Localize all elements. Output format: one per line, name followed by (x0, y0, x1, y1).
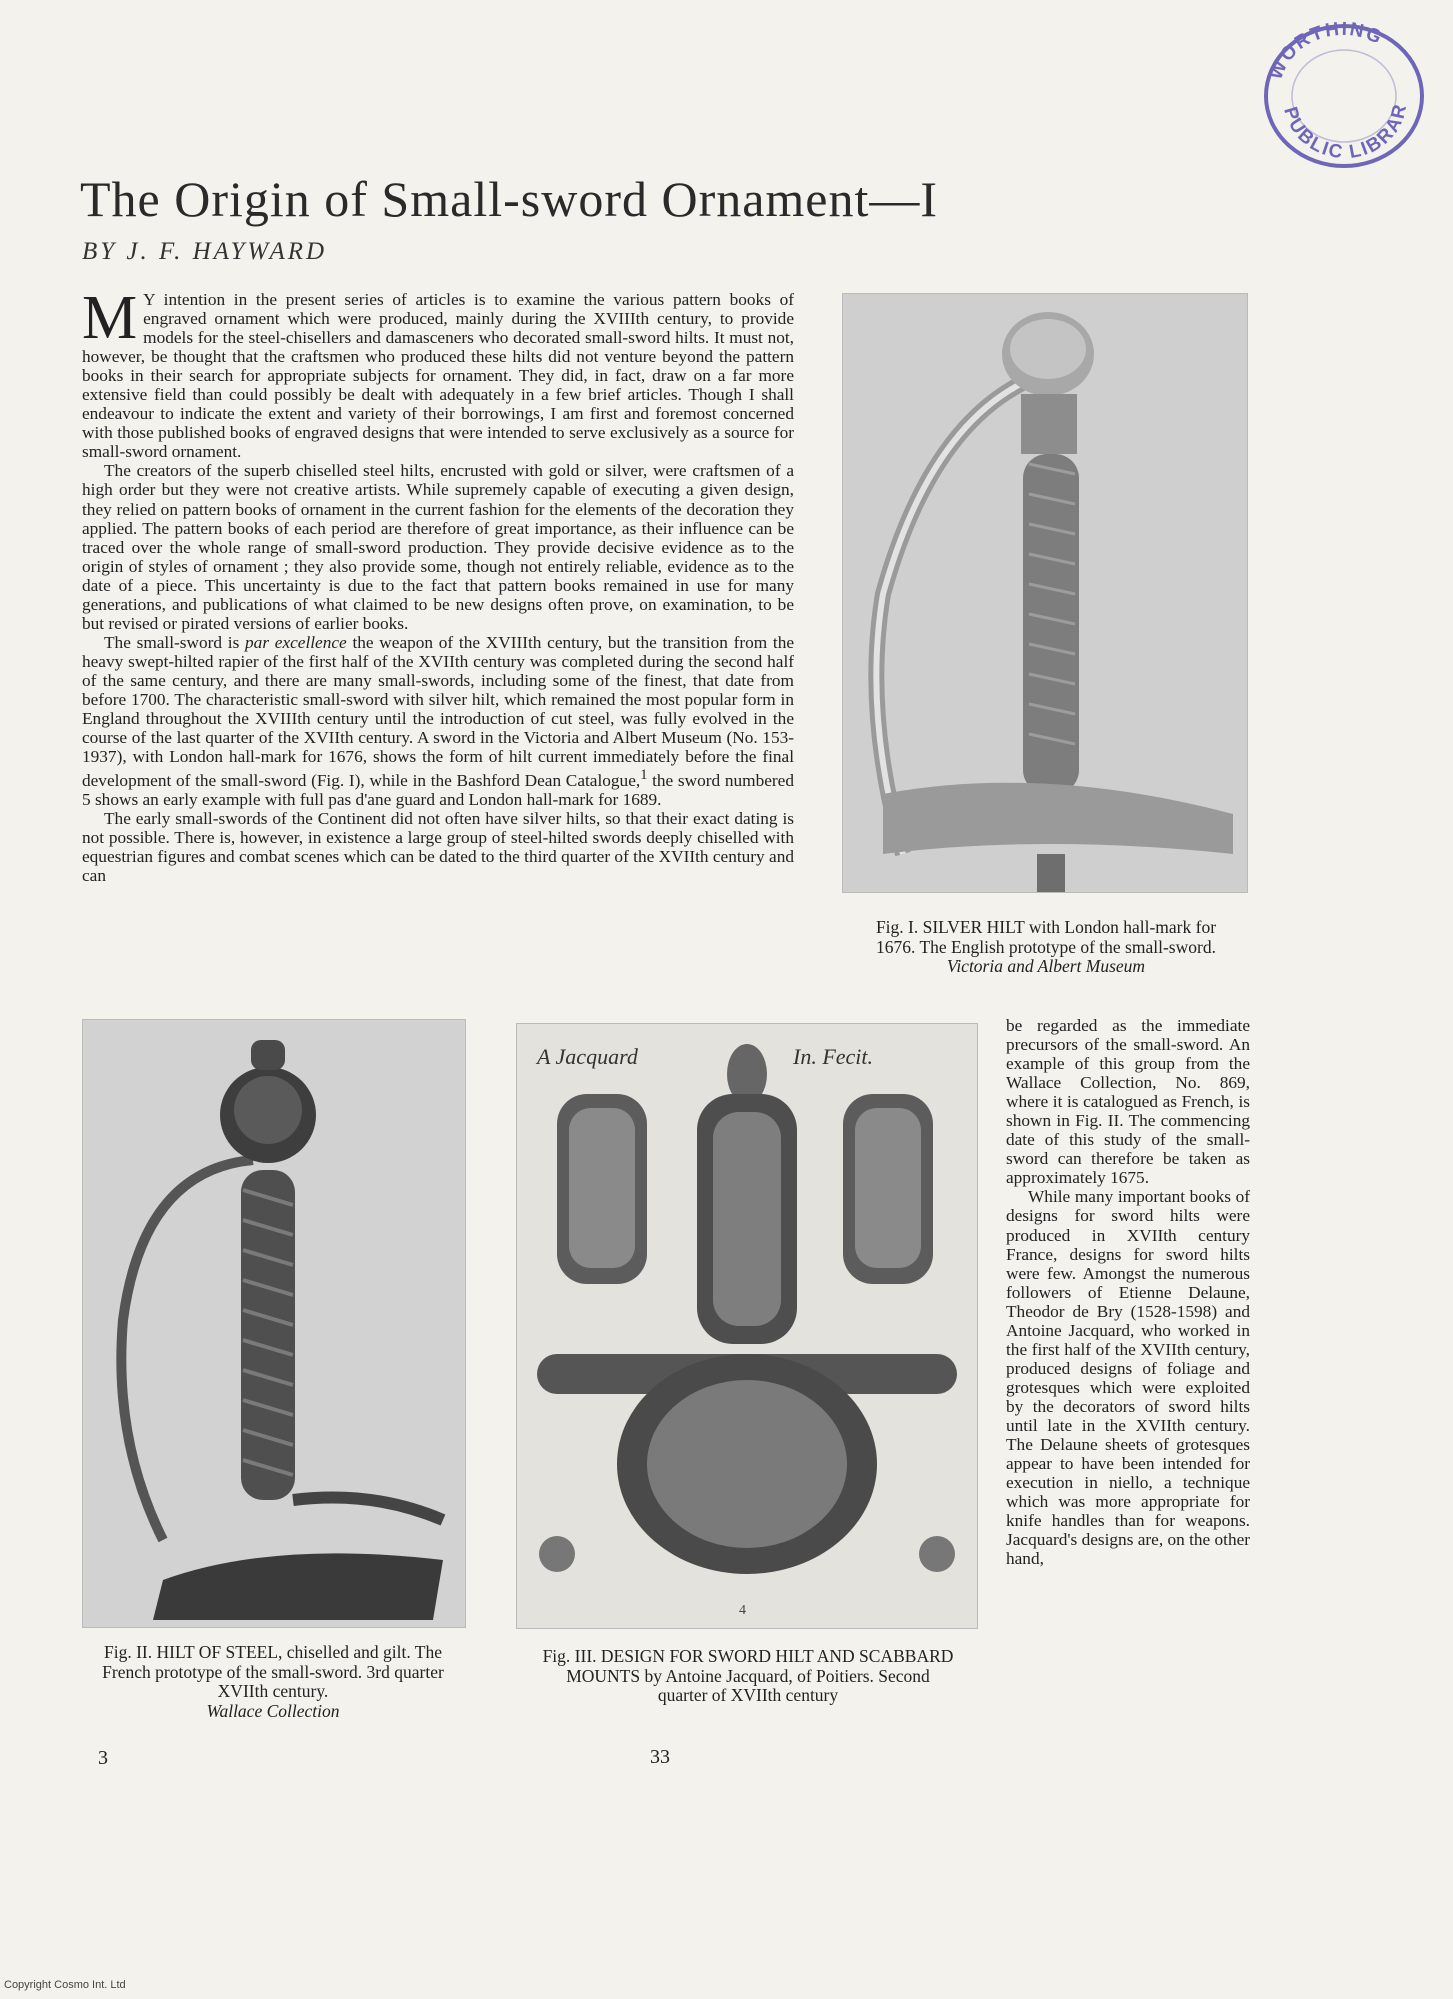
fig2-credit: Wallace Collection (206, 1700, 340, 1721)
fig3-caption: Fig. III. DESIGN FOR SWORD HILT AND SCABBARD MOUNTS by Antoine Jacquard, of Poitiers. Second quarter of XVIIth century (542, 1646, 954, 1705)
fig1-caption (858, 918, 1234, 977)
main-text-column (82, 284, 795, 886)
plate-inscription-left: A Jacquard (537, 1044, 638, 1069)
article-title: The Origin of Small-sword Ornament—I (80, 171, 939, 227)
p3-part-a: The small-sword is (104, 632, 246, 652)
fig3-engraving (516, 1023, 978, 1629)
copyright-notice: Copyright Cosmo Int. Ltd (4, 1979, 126, 1991)
paragraph-3 (82, 633, 794, 809)
right-text-column (1006, 1016, 1250, 1568)
fig2-caption-text: Fig. II. HILT OF STEEL, chiselled and gilt. The French prototype of the small-sword. 3rd quarter XVIIth century. (102, 1642, 444, 1701)
issue-number: 3 (98, 1747, 108, 1769)
right-paragraph-1: be regarded as the immediate precursors of the small-sword. An example of this group from the Wallace Collection, No. 869, where it is catalogued as French, is shown in Fig. II. The commencing date of this study of the small-sword can therefore be taken as approximately 1675. (1006, 1016, 1250, 1188)
p3-part-b: the weapon of the XVIIIth century, but the transition from the heavy swept-hilted rapier of the first half of the XVIIth century was completed during the second half of the same century, and there are many small-swords, including some of the finest, that date from before 1700. The characteristic small-sword with silver hilt, which remained the most popular form in England throughout the XVIIIth century until the introduction of cut steel, was fully evolved in the course of the last quarter of the XVIIth century. A sword in the Victoria and Albert Museum (No. 153-1937), with London hall-mark for 1676, shows the form of hilt current immediately before the final development of the small-sword (Fig. I), while in the Bashford Dean Catalogue, (82, 632, 795, 790)
paragraph-1 (82, 284, 794, 462)
fig1-caption-text: Fig. I. SILVER HILT with London hall-mark for 1676. The English prototype of the small-sword. (875, 917, 1217, 957)
paragraph-4: The early small-swords of the Continent did not often have silver hilts, so that their exact dating is not possible. There is, however, in existence a large group of steel-hilted swords deeply chiselled with equestrian figures and combat scenes which can be dated to the third quarter of the XVIIth century and can (82, 809, 794, 886)
fig1-photo (842, 293, 1248, 893)
paragraph-1-text: Y intention in the present series of articles is to examine the various pattern books of engraved ornament which were produced, mainly during the XVIIIth century, to provide models for the steel-chisellers and damasceners who decorated small-sword hilts. It must not, however, be thought that the craftsmen who produced these hilts did not venture beyond the pattern books in their search for appropriate subjects for ornament. They did, in fact, draw on a far more extensive field than could possibly be dealt with adequately in a few brief articles. Though I shall endeavour to indicate the extent and variety of their borrowings, I am first and foremost concerned with those published books of engraved designs that were intended to serve exclusively as a source for small-sword ornament. (82, 290, 794, 462)
footnote-ref: 1 (640, 767, 648, 784)
fig1-credit: Victoria and Albert Museum (946, 956, 1146, 976)
library-stamp (1258, 18, 1428, 168)
stamp-line1: WORTHING (1265, 18, 1387, 83)
drop-cap: M (82, 284, 138, 352)
plate-inscription-right: In. Fecit. (793, 1044, 874, 1069)
paragraph-2: The creators of the superb chiselled steel hilts, encrusted with gold or silver, were craftsmen of a high order but they were not creative artists. While supremely capable of executing a given design, they relied on pattern books of ornament in the current fashion for the elements of the decoration they applied. The pattern books of each period are therefore of great importance, as their influence can be traced over the whole range of small-sword production. They provide decisive evidence as to the origin of styles of ornament ; they also provide some, though not entirely reliable, evidence as to the date of a piece. This uncertainty is due to the fact that pattern books remained in use for many generations, and publications of what claimed to be new designs often prove, on examination, to be but revised or pirated versions of earlier books. (82, 461, 794, 633)
page-number: 33 (650, 1746, 670, 1768)
article-byline: BY J. F. HAYWARD (82, 238, 328, 265)
plate-number: 4 (739, 1603, 746, 1618)
stamp-line2: PUBLIC LIBRAR (1279, 101, 1412, 164)
show-through-text (200, 112, 228, 143)
p3-italic: par excellence (245, 632, 347, 652)
fig2-caption (88, 1643, 458, 1721)
right-paragraph-2: While many important books of designs for sword hilts were produced in XVIIth century France, designs for sword hilts were few. Amongst the numerous followers of Etienne Delaune, Theodor de Bry (1528-1598) and Antoine Jacquard, who worked in the first half of the XVIIth century, produced designs of foliage and grotesques which were exploited by the decorators of sword hilts until late in the XVIIth century. The Delaune sheets of grotesques appear to have been intended for execution in niello, a technique which was more appropriate for knife handles than for weapons. Jacquard's designs are, on the other hand, (1006, 1187, 1251, 1569)
p3-part-c: the sword numbered 5 shows an early example with full pas d'ane guard and London hall-mark for 1689. (82, 770, 794, 809)
fig2-photo (82, 1019, 466, 1628)
